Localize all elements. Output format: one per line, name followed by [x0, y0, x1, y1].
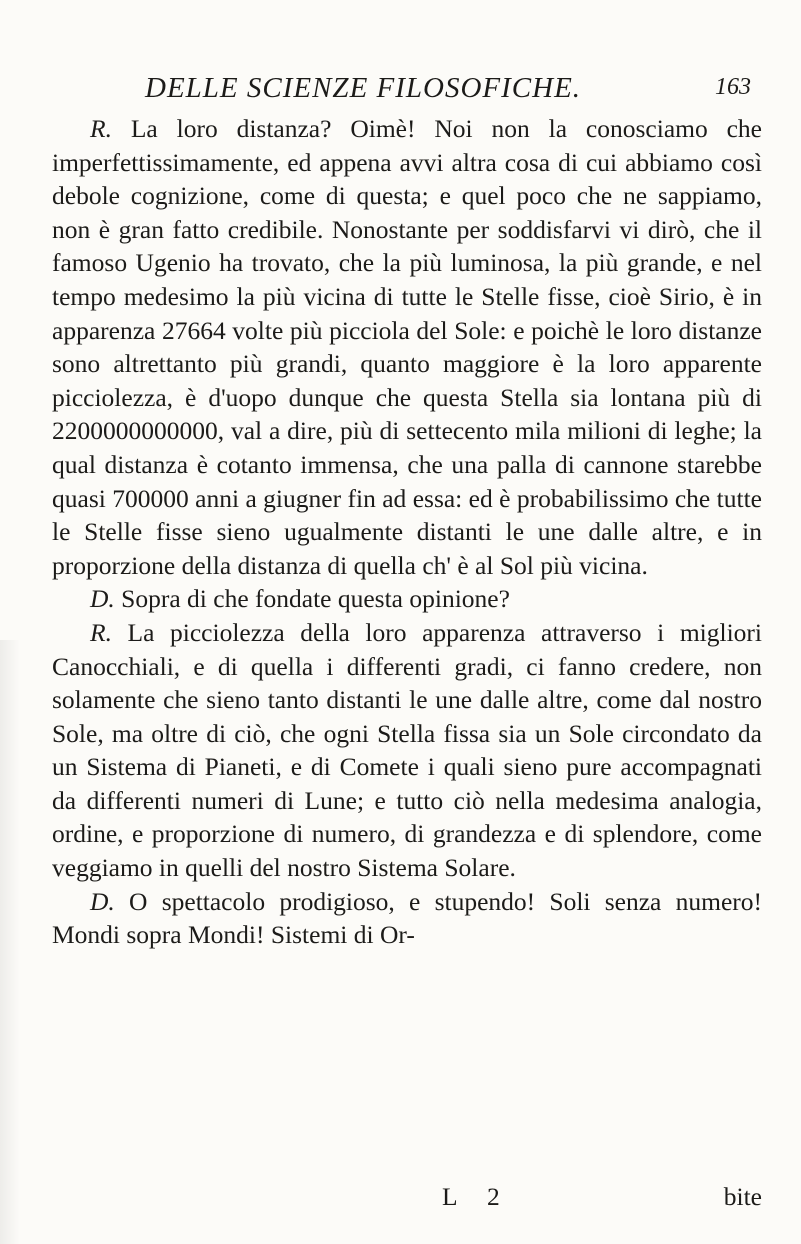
page-number: 163: [715, 74, 751, 100]
gutter-shadow: [0, 640, 20, 1244]
page-footer: [52, 1182, 762, 1216]
body-text: [52, 112, 762, 952]
paragraph-text: Sopra di che fondate questa opinione?: [114, 584, 510, 614]
paragraph-text: La picciolezza della loro apparenza attraverso i migliori Canocchiali, e di quella i differenti gradi, ci fanno credere, non solamente che sieno tanto distanti le une dalle altre, come dal nostro Sole, ma oltre di ciò, che ogni Stella fissa sia un Sole circondato da un Sistema di Pianeti, e di Comete i quali sieno pure accompagnati da differenti numeri di Lune; e tutto ciò nella medesima analogia, ordine, e proporzione di numero, di grandezza e di splendore, come veggiamo in quelli del nostro Sistema Solare.: [52, 617, 762, 883]
catchword: bite: [723, 1182, 762, 1211]
speaker-label: R.: [90, 617, 112, 647]
speaker-label: D.: [90, 584, 115, 614]
paragraph-answer: [52, 616, 762, 885]
paragraph-answer: [52, 112, 762, 582]
speaker-label: D.: [90, 886, 115, 916]
paragraph-question: [52, 885, 762, 952]
speaker-label: R.: [90, 114, 112, 143]
paragraph-question: [52, 582, 762, 616]
paragraph-text: O spettacolo prodigioso, e stupendo! Soli senza numero! Mondi sopra Mondi! Sistemi di Or-: [52, 886, 762, 950]
paragraph-text: La loro distanza? Oimè! Noi non la conosciamo che imperfettissimamente, ed appena avvi altra cosa di cui abbiamo così debole cognizione, come di questa; e quel poco che ne sappiamo, non è gran fatto credibile. Nonostante per soddisfarvi vi dirò, che il famoso Ugenio ha trovato, che la più luminosa, la più grande, e nel tempo medesimo la più vicina di tutte le Stelle fisse, cioè Sirio, è in apparenza 27664 volte più picciola del Sole: e poichè le loro distanze sono altrettanto più grandi, quanto maggiore è la loro apparente picciolezza, è d'uopo dunque che questa Stella sia lontana più di 2200000000000, val a dire, più di settecento mila milioni di leghe; la qual distanza è cotanto immensa, che una palla di cannone starebbe quasi 700000 anni a giugner fin ad essa: ed è probabilissimo che tutte le Stelle fisse sieno ugualmente distanti le une dalle altre, e in proporzione della distanza di quella ch' è al Sol più vicina.: [52, 114, 762, 580]
running-head: DELLE SCIENZE FILOSOFICHE.: [145, 72, 582, 104]
page-header: [145, 72, 751, 112]
signature-mark: L 2: [442, 1182, 512, 1211]
